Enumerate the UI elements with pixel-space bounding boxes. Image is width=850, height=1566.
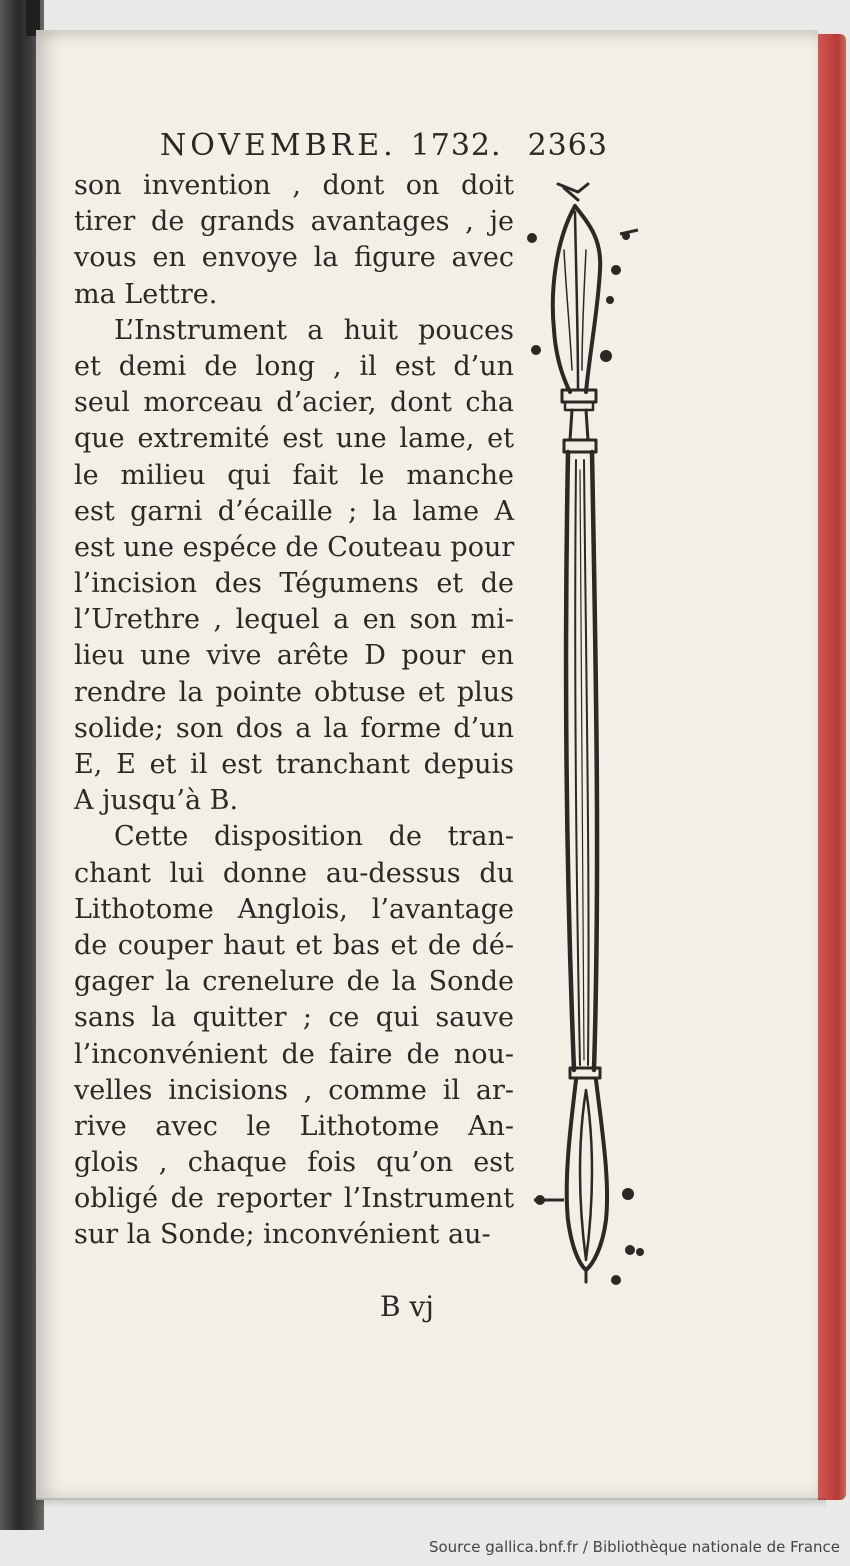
- text-line: que extremité est une lame, et: [74, 423, 514, 455]
- text-line: seul morceau d’acier, dont cha: [74, 387, 514, 419]
- running-head-year: 1732.: [410, 128, 502, 163]
- text-line: velles incisions , comme il ar-: [74, 1074, 514, 1106]
- text-line: E, E et il est tranchant depuis: [74, 749, 514, 780]
- text-line: le milieu qui fait le manche: [74, 459, 514, 491]
- text-line: obligé de reporter l’Instrument: [74, 1183, 514, 1215]
- text-line: tirer de grands avantages , je: [74, 206, 514, 238]
- text-line: solide; son dos a la forme d’un: [74, 712, 514, 744]
- text-line: Cette disposition de tran-: [114, 821, 514, 853]
- text-line: vous en envoye la figure avec: [74, 242, 514, 274]
- text-line: sans la quitter ; ce qui sauve: [74, 1002, 514, 1034]
- source-credit: Source gallica.bnf.fr / Bibliothèque nationale de France: [428, 1538, 840, 1556]
- text-line: A jusqu’à B.: [74, 785, 239, 817]
- text-line: rive avec le Lithotome An-: [74, 1110, 514, 1142]
- signature-mark: B vj: [380, 1290, 434, 1323]
- text-line: lieu une vive arête D pour en: [74, 640, 514, 672]
- text-line: rendre la pointe obtuse et plus: [74, 676, 514, 708]
- text-line: est une espéce de Couteau pour: [74, 531, 515, 563]
- body-text: [74, 168, 514, 1254]
- figure: [520, 170, 660, 1300]
- text-line: son invention , dont on doit: [74, 170, 514, 201]
- text-line: Lithotome Anglois, l’avantage: [74, 893, 514, 925]
- running-head: [160, 128, 670, 168]
- text-line: et demi de long , il est d’un: [74, 350, 514, 382]
- lithotome-engraving-icon: [520, 170, 660, 1300]
- text-line: l’incision des Tégumens et de: [74, 568, 514, 600]
- text-line: est garni d’écaille ; la lame A: [74, 495, 514, 527]
- text-line: gager la crenelure de la Sonde: [74, 966, 514, 998]
- text-line: l’Urethre , lequel a en son mi-: [74, 604, 514, 636]
- page-number: 2363: [527, 128, 608, 163]
- running-head-month: NOVEMBRE.: [160, 128, 397, 163]
- text-line: de couper haut et bas et de dé-: [74, 929, 514, 961]
- text-line: ma Lettre.: [74, 278, 218, 310]
- text-line: glois , chaque fois qu’on est: [74, 1147, 514, 1179]
- text-line: L’Instrument a huit pouces: [114, 314, 514, 346]
- text-line: sur la Sonde; inconvénient au-: [74, 1219, 491, 1251]
- text-line: l’inconvénient de faire de nou-: [74, 1038, 514, 1070]
- page-shadow: [36, 1498, 826, 1508]
- text-line: chant lui donne au-dessus du: [74, 857, 514, 889]
